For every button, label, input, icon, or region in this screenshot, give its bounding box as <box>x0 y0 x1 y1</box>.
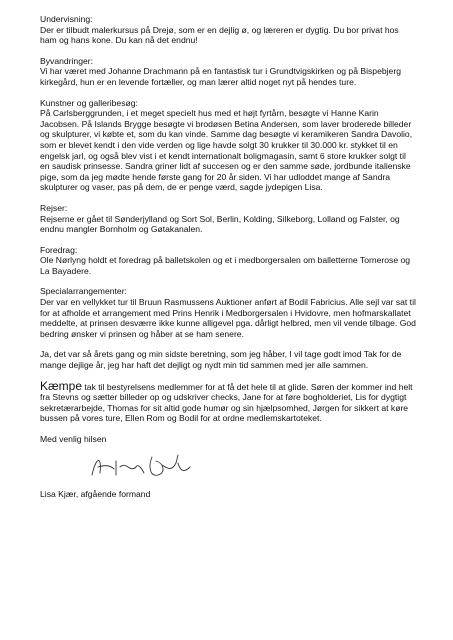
section-heading: Specialarrangementer: <box>40 286 127 297</box>
signature-block <box>40 434 417 499</box>
signer-name: Lisa Kjær, afgående formand <box>40 488 151 499</box>
section-foredrag <box>40 245 417 277</box>
section-body: Der var en vellykket tur til Bruun Rasmussens Auktioner anført af Bodil Fabricius. Alle sejl var sat til for at afholde et arrangement med Prins Henrik i Medborgersalen i Hvidovre, men hofmarskallatet meddelte, at prinsen desværre ikke kunne alligevel pga. dårligt helbred, men vil vende tilbage. God bedring ønsker vi prinsen og håber at se ham senere. <box>40 297 416 339</box>
section-body: Vi har været med Johanne Drachmann på en fantastisk tur i Grundtvigskirken og på Bispebjerg kirkegård, hun er en levende fortæller, og man lærer altid noget nyt på hendes ture. <box>40 66 401 87</box>
section-heading: Foredrag: <box>40 244 78 255</box>
section-rejser <box>40 203 417 235</box>
section-body: Ole Nørlyng holdt et foredrag på balletskolen og et i medborgersalen om balletterne Tornerose og La Bayadere. <box>40 255 411 276</box>
thanks-lead-word: Kæmpe <box>40 378 83 393</box>
section-kunstner <box>40 98 417 193</box>
section-heading: Byvandringer: <box>40 55 94 66</box>
section-body: Der er tilbudt malerkursus på Drejø, som er en dejlig ø, og læreren er dygtig. Du bor privat hos ham og hans kone. Du kan nå det endnu! <box>40 24 399 46</box>
thanks-text: tak til bestyrelsens medlemmer for at få det hele til at glide. Søren der kommer ind helt fra Stevns og sætter billeder op og udskriver checks, Jane for at føre bogholderiet, Lis for dygtigt sekretærarbejde, Thomas for sit altid gode humør og sin hjælpsomhed, Jørgen for sikkert at køre bussen på vores ture, Ellen Rom og Bodil for at ordne medlemskartoteket. <box>40 381 413 424</box>
section-thanks <box>40 378 417 424</box>
section-body: Rejserne er gået til Sønderjylland og Sort Sol, Berlin, Kolding, Silkeborg, Lolland og Falster, og endnu mangler Bornholm og Gøtakanalen. <box>40 213 400 235</box>
section-heading: Kunstner og galleribesøg: <box>40 97 138 108</box>
section-undervisning <box>40 14 417 46</box>
section-byvandringer <box>40 56 417 88</box>
section-heading: Undervisning: <box>40 14 93 24</box>
section-special <box>40 286 417 339</box>
greeting: Med venlig hilsen <box>40 434 107 444</box>
section-body: Ja, det var så årets gang og min sidste beretning, som jeg håber, I vil tage godt imod Tak for de mange dejlige år, jeg har haft det dejligt og nydt min tid sammen med jer alle sammen. <box>40 349 402 371</box>
section-farewell <box>40 349 417 370</box>
thanks-paragraph <box>40 378 417 424</box>
section-body: På Carlsberggrunden, i et meget specielt hus med et højt fyrtårn, besøgte vi Hanne Karin Jacobsen. På Islands Brygge besøgte vi brodøsen Betina Andersen, som laver broderede billeder og skulpturer, vi købte et, som du kan vinde. Samme dag besøgte vi keramikeren Sandra Davolio, som er blevet kendt i den vide verden og lige havde solgt 30 krukker til 30.000 kr. stykket til en engelsk jarl, og også blev vist i et kendt internationalt boligmagasin, samt 6 store krukker solgt til en saudisk prinsesse. Sandra griner lidt af succesen og er den samme søde, jordbunde italienske pige, som da jeg mødte hende første gang for 20 år siden. Vi har udloddet mange af Sandra skulpturer og vaser, pas på dem, de er penge værd, sagde jydepigen Lisa. <box>40 108 413 193</box>
section-heading: Rejser: <box>40 202 68 213</box>
handwritten-signature <box>86 449 196 483</box>
